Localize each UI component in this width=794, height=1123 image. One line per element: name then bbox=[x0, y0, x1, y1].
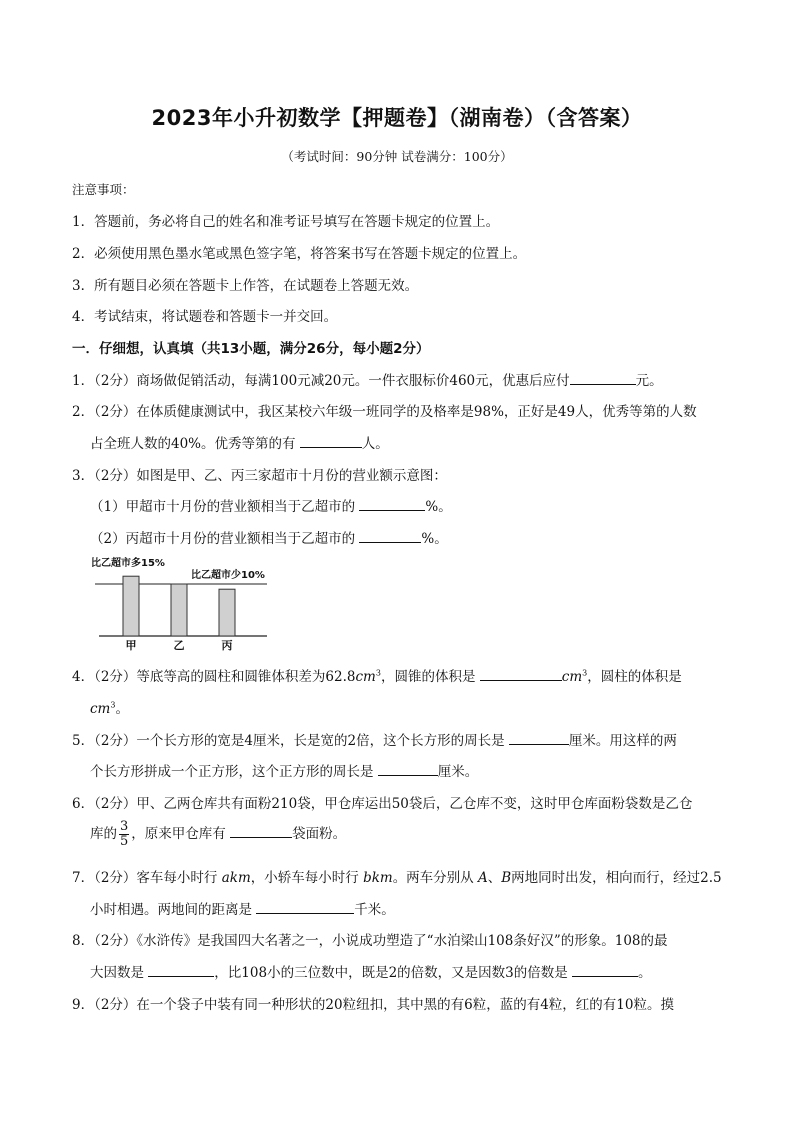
answer-blank[interactable] bbox=[378, 761, 438, 776]
note-item: 3．所有题目必须在答题卡上作答，在试题卷上答题无效。 bbox=[72, 278, 419, 294]
question-4: 4．（2分）等底等高的圆柱和圆锥体积差为$62.8cm^3$，圆锥的体积是 $cm^3$，圆柱的体积是 bbox=[72, 665, 682, 685]
question-7-cont: 小时相遇。两地间的距离是 千米。 bbox=[90, 898, 395, 918]
section-heading: 一．仔细想，认真填（共13小题，满分26分，每小题2分） bbox=[72, 341, 430, 357]
annotation-label: 比乙超市多15% bbox=[91, 558, 165, 569]
question-2: 2．（2分）在体质健康测试中，我区某校六年级一班同学的及格率是98%，正好是49人，优秀等第的人数 bbox=[72, 404, 697, 420]
bar-1 bbox=[123, 576, 139, 636]
question-3-sub-2: （2）丙超市十月份的营业额相当于乙超市的 %。 bbox=[90, 527, 448, 547]
exam-info: （考试时间：90分钟 试卷满分：100分） bbox=[281, 149, 513, 164]
question-6: 6．（2分）甲、乙两仓库共有面粉210袋，甲仓库运出50袋后，乙仓库不变，这时甲仓库面粉袋数是乙仓 bbox=[72, 796, 693, 812]
question-7: 7．（2分）客车每小时行 akm，小轿车每小时行 bkm。两车分别从 A、B两地同时出发，相向而行，经过2.5 bbox=[72, 870, 722, 886]
question-5: 5．（2分）一个长方形的宽是4厘米，长是宽的2倍，这个长方形的周长是 厘米。用这样的两 bbox=[72, 729, 677, 749]
answer-blank[interactable] bbox=[572, 962, 638, 977]
revenue-bar-chart bbox=[85, 553, 275, 658]
question-3: 3．（2分）如图是甲、乙、丙三家超市十月份的营业额示意图： bbox=[72, 468, 447, 484]
note-item: 2．必须使用黑色墨水笔或黑色签字笔，将答案书写在答题卡规定的位置上。 bbox=[72, 246, 527, 262]
answer-blank[interactable] bbox=[230, 823, 292, 838]
answer-blank[interactable] bbox=[359, 528, 421, 543]
bar-3 bbox=[219, 589, 235, 636]
answer-blank[interactable] bbox=[256, 899, 354, 914]
category-label: 甲 bbox=[125, 639, 137, 652]
annotation-label: 比乙超市少10% bbox=[191, 570, 265, 581]
question-1: 1．（2分）商场做促销活动，每满100元减20元。一件衣服标价460元，优惠后应付 元。 bbox=[72, 369, 663, 389]
answer-blank[interactable] bbox=[509, 730, 569, 745]
question-9: 9．（2分）在一个袋子中装有同一种形状的20粒纽扣，其中黑的有6粒，蓝的有4粒，红的有10粒。摸 bbox=[72, 997, 674, 1013]
question-3-sub-1: （1）甲超市十月份的营业额相当于乙超市的 %。 bbox=[90, 495, 452, 515]
answer-blank[interactable] bbox=[480, 666, 562, 681]
category-label: 丙 bbox=[221, 639, 233, 652]
answer-blank[interactable] bbox=[570, 370, 636, 385]
answer-blank[interactable] bbox=[300, 433, 362, 448]
question-2-cont: 占全班人数的40%。优秀等第的有 人。 bbox=[90, 432, 389, 452]
question-8: 8．（2分）《水浒传》是我国四大名著之一，小说成功塑造了“水泊梁山108条好汉”的形象。108的最 bbox=[72, 933, 668, 949]
answer-blank[interactable] bbox=[359, 496, 425, 511]
category-label: 乙 bbox=[173, 639, 185, 652]
answer-blank[interactable] bbox=[148, 962, 214, 977]
notes-heading: 注意事项： bbox=[72, 182, 135, 197]
question-6-cont: 库的 $\frac{3}{5}$ ，原来甲仓库有 袋面粉。 bbox=[90, 819, 347, 849]
chart-svg bbox=[85, 553, 275, 658]
note-item: 4．考试结束，将试题卷和答题卡一并交回。 bbox=[72, 309, 338, 325]
note-item: 1．答题前，务必将自己的姓名和准考证号填写在答题卡规定的位置上。 bbox=[72, 214, 500, 230]
question-4-cont: $cm^3$。 bbox=[90, 700, 129, 717]
fraction: $\frac{3}{5}$ bbox=[120, 819, 129, 849]
bar-2 bbox=[171, 584, 187, 636]
question-5-cont: 个长方形拼成一个正方形，这个正方形的周长是 厘米。 bbox=[90, 760, 478, 780]
question-8-cont: 大因数是 ，比108小的三位数中，既是2的倍数，又是因数3的倍数是 。 bbox=[90, 961, 652, 981]
page-title: 2023年小升初数学【押题卷】（湖南卷）（含答案） bbox=[151, 106, 643, 130]
